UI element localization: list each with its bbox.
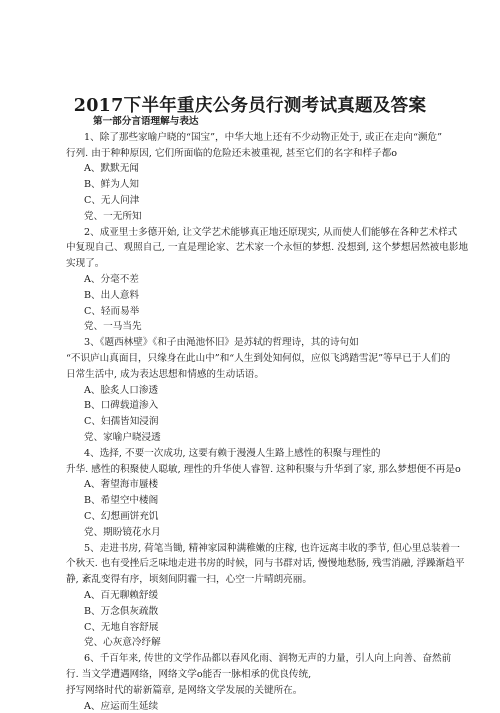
answer-option: 党、一无所知 (84, 210, 142, 222)
answer-option: B、出人意料 (84, 289, 140, 301)
text-line: 升华. 感性的积聚使人聪敏, 理性的升华使人睿智. 这种积聚与升华到了家, 那么梦想便不再是o (66, 463, 461, 475)
answer-option: C、幻想画饼充饥 (84, 511, 159, 522)
answer-option: A、默默无闻 (84, 163, 139, 175)
text-line: 1、除了那些家喻户晓的“国宝”，中华大地上还有不少动物正处于, 或正在走向“濒危” (84, 131, 443, 143)
answer-option: 党、期盼镜花水月 (84, 526, 161, 538)
answer-option: A、分毫不差 (84, 274, 139, 285)
text-line: “不识庐山真面目，只缘身在此山中”和“人生到处知何似，应似飞鸿踏雪泥”等早已于人们的 (66, 353, 451, 364)
answer-option: C、轻而易举 (84, 305, 140, 317)
answer-option: 党、心灰意冷纾解 (84, 637, 161, 649)
text-line: 抒写网络时代的崭新篇章, 是网络文学发展的关键所在。 (66, 684, 303, 696)
section-heading: 第一部分言语理解与表达 (93, 116, 199, 127)
answer-option: B、鲜为人知 (84, 179, 140, 191)
document-title: 2017下半年重庆公务员行测考试真题及答案 (73, 96, 427, 116)
text-line: 个秋天. 也有受挫后乏味地走进书房的时候，同与书群对话, 慢慢地愁肠, 残雪消融, 浮躁渐趋平 (66, 558, 465, 570)
answer-option: 党、一马当先 (84, 321, 142, 333)
answer-option: 党、家喻户晓浸透 (84, 432, 161, 443)
text-line: 5、走进书房, 荷笔当锄, 精神家园种满稚嫩的庄稼, 也许远离丰收的季节, 但心里总装着一 (84, 542, 460, 554)
answer-option: A、脍炙人口渗透 (84, 384, 159, 396)
answer-option: B、希望空中楼阁 (84, 495, 159, 507)
text-line: 中复现自己、观照自己, 一直是理论家、艺术家一个永恒的梦想. 没想到, 这个梦想居然被电影地 (66, 242, 469, 254)
text-line: 6、千百年来, 传世的文学作品都以春风化雨、润物无声的力量，引人向上向善、奋然前 (84, 653, 452, 665)
answer-option: B、口碑载道渗入 (84, 400, 159, 412)
text-line: 日常生活中, 成为表达思想和情感的生动话语。 (66, 368, 264, 380)
answer-option: A、百无聊赖舒缓 (84, 590, 159, 601)
answer-option: C、妇孺皆知浸润 (84, 416, 159, 428)
answer-option: A、应运而生延续 (84, 700, 159, 712)
text-line: 4、选择, 不要一次成功, 这要有赖于漫漫人生路上感性的积聚与理性的 (84, 447, 381, 459)
answer-option: A、奢望海市蜃楼 (84, 479, 159, 491)
text-line: 行. 当文学遭遇网络，网络文学o能否一脉相承的优良传统, (66, 669, 312, 680)
text-line: 实现了。 (66, 258, 105, 270)
text-line: 2、成亚里士多德开始, 让文学艺术能够真正地还原现实, 从而使人们能够在各种艺术样式 (84, 226, 458, 238)
text-line: 3、《题西林壁》《和子由渑池怀旧》是苏轼的哲理诗，其的诗句如 (84, 337, 359, 349)
text-line: 行列. 由于种种原因, 它们所面临的危险还未被重视, 甚至它们的名字和样子都o (66, 147, 398, 159)
answer-option: C、无人问津 (84, 195, 140, 206)
answer-option: C、无地自容舒展 (84, 621, 159, 633)
text-line: 静, 紊乱变得有序，顷刻间阴霾一扫，心空一片晴朗亮丽。 (66, 574, 312, 586)
answer-option: B、万念俱灰疏散 (84, 605, 159, 617)
